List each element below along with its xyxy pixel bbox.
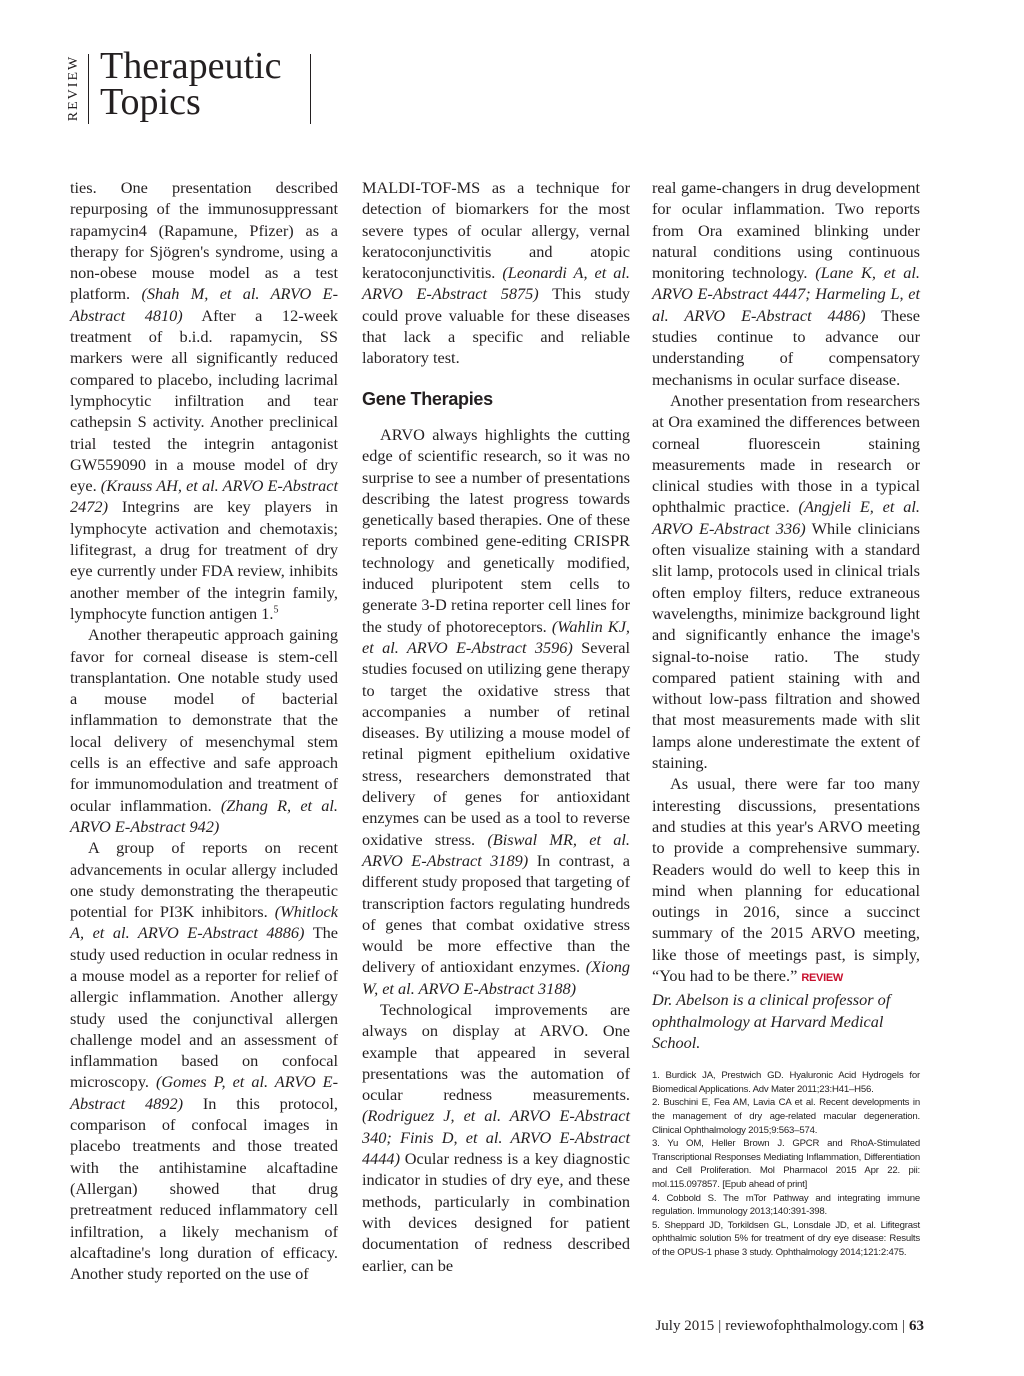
header-divider-left	[88, 54, 89, 124]
website: reviewofophthalmology.com	[725, 1318, 898, 1334]
section-label: REVIEW	[66, 54, 81, 122]
citation: (Zhang R, et al. ARVO E-Abstract 942)	[70, 795, 338, 836]
reference-item: 3. Yu OM, Heller Brown J. GPCR and RhoA-Stimulated Transcriptional Responses Mediating Inflammation, Differentiation and Cell Proliferation. Mol Pharmacol 2015 Apr 22. pii: mol.115.097857. [Epub ahead of print]	[652, 1138, 920, 1190]
citation: (Krauss AH, et al. ARVO E-Abstract 2472)	[70, 476, 338, 517]
end-mark: REVIEW	[801, 971, 843, 984]
reference-item: 2. Buschini E, Fea AM, Lavia CA et al. Recent developments in the management of dry age-related macular degeneration. Clinical Ophthalmology 2015;9:563–574.	[652, 1097, 920, 1136]
paragraph: real game-changers in drug development for ocular inflammation. Two reports from Ora examined blinking under natural conditions using continuous monitoring technology. (Lane K, et al. ARVO E-Abstract 4447; Harmeling L, et al. ARVO E-Abstract 4486) These studies continue to advance our understanding of compensatory mechanisms in ocular surface disease.	[652, 178, 920, 389]
paragraph: Technological improvements are always on display at ARVO. One example that appeared in several presentations was the automation of ocular redness measurements. (Rodriguez J, et al. ARVO E-Abstract 340; Finis D, et al. ARVO E-Abstract 4444) Ocular redness is a key diagnostic indicator in studies of dry eye, and these methods, particularly in combination with devices designed for patient documentation of redness described earlier, can be	[362, 999, 630, 1275]
citation: (Shah M, et al. ARVO E-Abstract 4810)	[70, 284, 338, 325]
reference-item: 4. Cobbold S. The mTor Pathway and integrating immune regulation. Immunology 2013;140:391-398.	[652, 1192, 920, 1218]
paragraph: As usual, there were far too many interesting discussions, presentations and studies at this year's ARVO meeting to provide a comprehensive summary. Readers would do well to keep this in mind when planning for educational outings in 2016, since a succinct summary of the 2015 ARVO meeting, like those of meetings past, is simply, “You had to be there.” REVIEW	[652, 774, 920, 985]
references	[652, 1069, 920, 1259]
page-footer: July 2015 | reviewofophthalmology.com | 63	[655, 1318, 924, 1334]
section-title-line1: Therapeutic	[100, 45, 282, 87]
citation: (Biswal MR, et al. ARVO E-Abstract 3189)	[362, 829, 631, 870]
column-3	[652, 177, 920, 1259]
citation: (Rodriguez J, et al. ARVO E-Abstract 340; Finis D, et al. ARVO E-Abstract 4444)	[362, 1106, 630, 1169]
citation: (Gomes P, et al. ARVO E-Abstract 4892)	[70, 1072, 338, 1113]
author-bio: Dr. Abelson is a clinical professor of ophthalmology at Harvard Medical School.	[652, 990, 891, 1052]
issue-date: July 2015	[655, 1318, 715, 1334]
paragraph: MALDI-TOF-MS as a technique for detection of biomarkers for the most severe types of ocular allergy, vernal keratoconjunctivitis and atopic keratoconjunctivitis. (Leonardi A, et al. ARVO E-Abstract 5875) This study could prove valuable for these diseases that lack a specific and reliable laboratory test.	[362, 178, 630, 368]
citation: (Leonardi A, et al. ARVO E-Abstract 5875)	[362, 263, 630, 304]
section-title	[100, 45, 282, 123]
reference-item: 1. Burdick JA, Prestwich GD. Hyaluronic Acid Hydrogels for Biomedical Applications. Adv Mater 2011;23:H41–H56.	[652, 1070, 920, 1095]
citation: (Xiong W, et al. ARVO E-Abstract 3188)	[362, 957, 630, 998]
reference-item: 5. Sheppard JD, Torkildsen GL, Lonsdale JD, et al. Lifitegrast ophthalmic solution 5% for treatment of dry eye disease: Results of the OPUS-1 phase 3 study. Ophthalmology 2014;121:2:475.	[652, 1219, 920, 1258]
footnote-ref: 5	[273, 604, 279, 616]
citation: (Whitlock A, et al. ARVO E-Abstract 4886)	[70, 902, 338, 943]
header-divider-right	[310, 54, 311, 124]
column-2	[362, 177, 630, 1276]
paragraph: ARVO always highlights the cutting edge of scientific research, so it was no surprise to see a number of presentations describing the latest progress towards genetically based therapies. One of these reports combined gene-editing CRISPR technology and genetically modified, induced pluripotent stem cells to generate 3-D retina reporter cell lines for the study of photoreceptors. (Wahlin KJ, et al. ARVO E-Abstract 3596) Several studies focused on utilizing gene therapy to target the oxidative stress that accompanies a number of retinal diseases. By utilizing a mouse model of retinal pigment epithelium oxidative stress, researchers demonstrated that delivery of genes for antioxidant enzymes can be used as a tool to reverse oxidative stress. (Biswal MR, et al. ARVO E-Abstract 3189) In contrast, a different study proposed that targeting of transcription factors regulating hundreds of genes that combat oxidative stress would be more effective than the delivery of antioxidant enzymes. (Xiong W, et al. ARVO E-Abstract 3188)	[362, 424, 631, 998]
citation: (Angjeli E, et al. ARVO E-Abstract 336)	[652, 497, 921, 538]
column-1	[70, 177, 338, 1284]
subheading: Gene Therapies	[362, 388, 493, 409]
section-title-line2: Topics	[100, 81, 201, 123]
citation: (Wahlin KJ, et al. ARVO E-Abstract 3596)	[362, 616, 631, 657]
paragraph: A group of reports on recent advancements in ocular allergy included one study demonstrating the therapeutic potential for PI3K inhibitors. (Whitlock A, et al. ARVO E-Abstract 4886) The study used reduction in ocular redness in a mouse model as a reporter for relief of allergic inflammation. Another allergy study used the conjunctival allergen challenge model and an assessment of inflammation based on confocal microscopy. (Gomes P, et al. ARVO E-Abstract 4892) In this protocol, comparison of confocal images in placebo treatments and those treated with the antihistamine alcaftadine (Allergan) showed that drug pretreatment reduced inflammatory cell infiltration, a likely mechanism of alcaftadine's long duration of efficacy. Another study reported on the use of	[70, 838, 338, 1284]
page-number: 63	[909, 1318, 924, 1334]
paragraph: Another presentation from researchers at Ora examined the differences between corneal fluorescein staining measurements made in research or clinical studies with those in a typical ophthalmic practice. (Angjeli E, et al. ARVO E-Abstract 336) While clinicians often visualize staining with a standard slit lamp, protocols used in clinical trials often employ filters, reduce extraneous wavelengths, minimize background light and significantly enhance the image's signal-to-noise ratio. The study compared patient staining with and without low-pass filtration and showed that most measurements made with slit lamps alone underestimate the extent of staining.	[652, 390, 921, 773]
citation: (Lane K, et al. ARVO E-Abstract 4447; Harmeling L, et al. ARVO E-Abstract 4486)	[652, 263, 920, 325]
paragraph: ties. One presentation described repurposing of the immunosuppressant rapamycin4 (Rapamune, Pfizer) as a therapy for Sjögren's syndrome, using a non-obese mouse model as a test platform. (Shah M, et al. ARVO E-Abstract 4810) After a 12-week treatment of b.i.d. rapamycin, SS markers were all significantly reduced compared to placebo, including lacrimal lymphocytic infiltration and tear cathepsin S activity. Another preclinical trial tested the integrin antagonist GW559090 in a mouse model of dry eye. (Krauss AH, et al. ARVO E-Abstract 2472) Integrins are key players in lymphocyte activation and chemotaxis; lifitegrast, a drug for treatment of dry eye currently under FDA review, inhibits another member of the integrin family, lymphocyte function antigen 1.$^5$	[70, 178, 339, 623]
paragraph: Another therapeutic approach gaining favor for corneal disease is stem-cell transplantation. One notable study used a mouse model of bacterial inflammation to demonstrate that the local delivery of mesenchymal stem cells is an effective and safe approach for immunomodulation and treatment of ocular inflammation. (Zhang R, et al. ARVO E-Abstract 942)	[70, 625, 338, 836]
